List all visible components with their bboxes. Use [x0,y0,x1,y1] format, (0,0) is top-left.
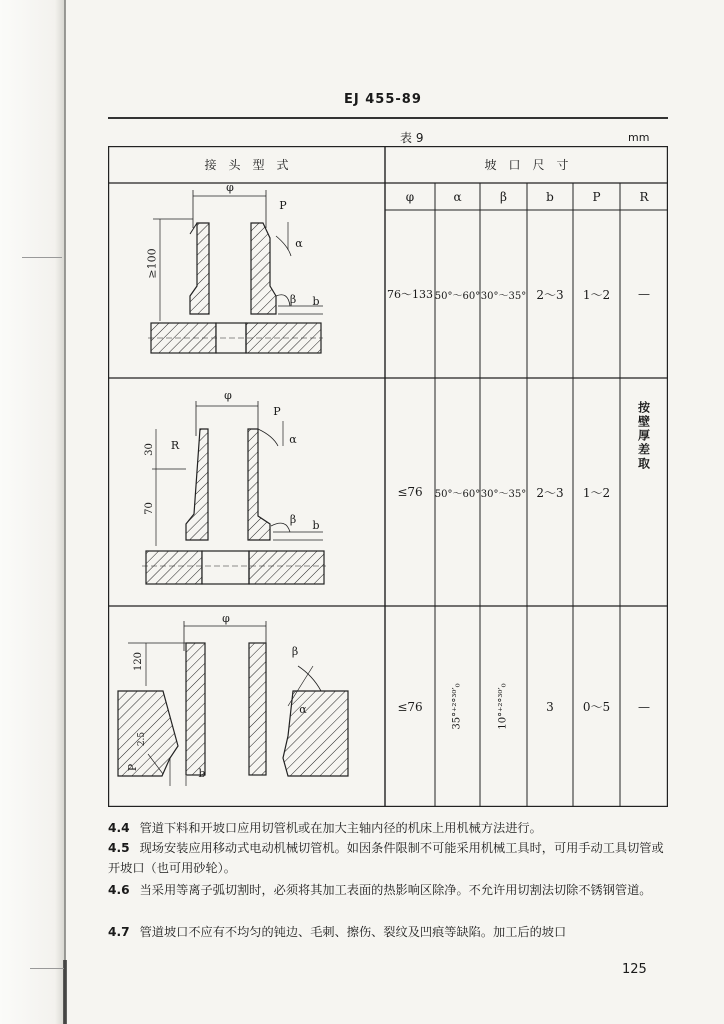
fig3-p-label: P [126,763,140,771]
header-rule [108,117,668,119]
header-joint-type: 接 头 型 式 [204,158,289,172]
row3-alpha-cell [435,606,480,807]
paragraph-text: 管道坡口不应有不均匀的钝边、毛刺、擦伤、裂纹及凹痕等缺陷。加工后的坡口 [139,925,567,939]
fig3-beta-label: β [291,644,299,658]
row1-beta: 30°～35° [480,290,527,302]
joint-figure-2 [142,401,326,584]
table-title: 表 9 [400,131,424,145]
fig3-alpha-label: α [299,702,307,716]
row1-p: 1～2 [582,287,611,302]
row3-b: 3 [546,699,554,714]
fig3-phi-label: φ [222,611,230,625]
header-bevel-size: 坡 口 尺 寸 [484,158,569,172]
fig2-phi-label: φ [224,388,232,402]
joint-figure-3 [118,621,348,786]
fig1-dim-label: ≥100 [145,247,159,279]
subheader-phi: φ [405,189,415,204]
fig2-dim2-label: 70 [143,501,155,515]
fig2-dim1-cell [134,442,164,456]
fig2-p-label: P [273,404,281,418]
subheader-beta: β [500,189,507,204]
margin-mark [22,257,62,258]
row3-beta-cell [480,606,527,807]
margin-mark [30,968,64,969]
fig1-dim-cell [132,247,172,279]
fig2-beta-label: β [289,512,297,526]
fig2-r-label: R [170,438,180,452]
paragraph-text: 当采用等离子弧切割时，必须将其加工表面的热影响区除净。不允许用切割法切除不锈钢管道。 [139,883,652,897]
fig3-p-cell [126,760,140,774]
document-code: EJ 455-89 [344,92,422,107]
fig1-b-label: b [312,294,320,308]
row2-r-cell [620,386,668,486]
fig2-b-label: b [312,518,320,532]
paragraph-number: 4.6 [108,883,130,897]
fig2-dim1-label: 30 [143,442,155,456]
fig2-alpha-label: α [289,432,297,446]
spine-line [64,0,66,1024]
row2-alpha: 50°～60° [434,488,481,500]
row2-phi: ≤76 [397,485,423,499]
paragraph-4-5 [108,838,668,878]
row3-p: 0～5 [582,700,611,714]
subheader-b: b [546,189,554,204]
row3-phi: ≤76 [397,699,423,714]
fig2-dim2-cell [134,501,164,515]
spine-shadow [63,960,67,1024]
paragraph-number: 4.4 [108,821,130,835]
fig3-dim-label: 120 [133,651,145,671]
paragraph-4-4 [108,818,668,838]
paragraph-4-6 [108,880,668,900]
row2-beta: 30°～35° [480,488,527,500]
row1-alpha: 50°～60° [434,290,481,302]
fig3-d25-label: 2.5 [136,731,147,747]
paragraph-number: 4.7 [108,925,130,939]
fig1-alpha-label: α [295,236,303,250]
page-number: 125 [622,962,647,977]
subheader-r: R [639,189,649,204]
row1-b: 2～3 [536,287,564,302]
paragraph-number: 4.5 [108,841,130,855]
paragraph-text: 管道下料和开坡口应用切管机或在加大主轴内径的机床上用机械方法进行。 [139,821,542,835]
row3-beta: 10°⁺²°³⁰′₀ [498,683,509,730]
fig1-phi-label: φ [226,180,234,194]
fig3-d25-cell [132,732,152,746]
fig3-b-label: b [198,766,206,780]
subheader-alpha: α [453,189,462,204]
row1-r: — [638,287,650,301]
row3-r: — [638,699,650,714]
table-unit: mm [628,131,650,144]
fig1-p-label: P [279,198,287,212]
subheader-p: P [592,189,601,204]
row3-alpha: 35°⁺²°³⁰′₀ [452,683,463,730]
page-spine [0,0,66,1024]
row2-p: 1～2 [582,485,611,500]
fig1-beta-label: β [289,292,297,306]
paragraph-4-7 [108,922,668,942]
joint-figure-1 [145,190,323,353]
bevel-table [108,146,668,807]
row2-r: 按壁厚差取 [636,401,651,471]
paragraph-text: 现场安装应用移动式电动机械切管机。如因条件限制不可能采用机械工具时，可用手动工具切管或开坡口（也可用砂轮）。 [108,841,664,875]
fig3-dim-cell [124,651,154,671]
row1-phi: 76～133 [387,288,433,301]
row2-b: 2～3 [536,485,564,500]
